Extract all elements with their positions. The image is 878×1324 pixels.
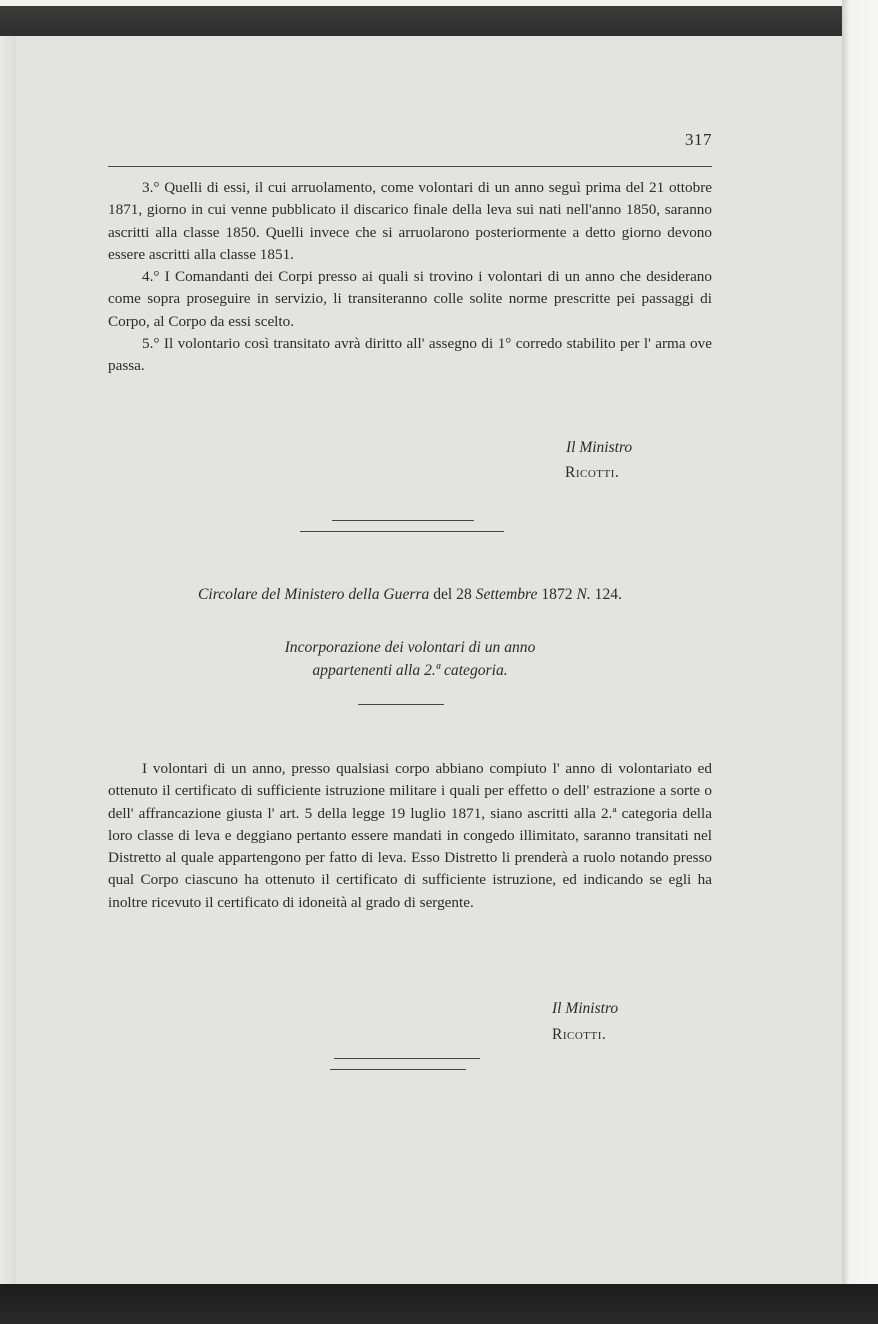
circular-paragraph: I volontari di un anno, presso qualsiasi corpo abbiano compiuto l' anno di volontariato ed ottenuto il certificato di sufficiente istruzione militare i quali per effetto o dell' estrazione a sorte o dell' affrancazione giusta l' art. 5 della legge 19 luglio 1871, siano ascritti alla 2.ª categoria della loro classe di leva e deggiano pertanto essere mandati in congedo illimitato, saranno transitati nel Distretto al quale appartengono per fatto di leva. Esso Distretto li prenderà a ruolo notando presso qual Corpo ciascuno ha ottenuto il certificato di sufficiente istruzione, ed indicando se egli ha inoltre ricevuto il certificato di idoneità al grado di sergente.: [108, 760, 712, 911]
divider-long-2: [330, 1069, 466, 1070]
signature-name-1: Ricotti.: [565, 464, 620, 481]
circular-title-year: 1872: [541, 586, 573, 603]
circular-subject: [108, 636, 712, 682]
signature-title-1: Il Ministro: [566, 439, 633, 456]
section-previous-circular: [108, 177, 712, 378]
circular-number: 124.: [594, 586, 622, 603]
divider-long-1: [300, 531, 504, 532]
circular-title-part: Circolare del Ministero della Guerra: [198, 586, 430, 603]
divider-short-1: [332, 520, 474, 521]
document-page: [16, 36, 842, 1284]
circular-title-part: del 28: [433, 586, 472, 603]
scan-border-right: [842, 0, 878, 1324]
divider-short-2: [334, 1058, 480, 1059]
paragraph-5: 5.° Il volontario così transitato avrà diritto all' assegno di 1° corredo stabilito per l' arma ove passa.: [108, 335, 712, 375]
signature-title-2: Il Ministro: [552, 1000, 619, 1017]
page-number: 317: [685, 130, 712, 149]
subject-line-1: Incorporazione dei volontari di un anno: [284, 639, 536, 656]
subject-line-2: appartenenti alla 2.ª categoria.: [312, 662, 508, 679]
paragraph-3: 3.° Quelli di essi, il cui arruolamento, come volontari di un anno seguì prima del 21 ottobre 1871, giorno in cui venne pubblicato il discarico finale della leva sui nati nell'anno 1850, saranno ascritti alla classe 1850. Quelli invece che si arruolarono posteriormente a detto giorno devono essere ascritti alla classe 1851.: [108, 179, 712, 263]
divider-subject: [358, 704, 444, 705]
circular-title: [108, 586, 712, 604]
header-rule: [108, 166, 712, 167]
scan-border-left: [0, 36, 16, 1286]
paragraph-4: 4.° I Comandanti dei Corpi presso ai quali si trovino i volontari di un anno che desiderano come sopra proseguire in servizio, li transiteranno colle solite norme prescritte pei passaggi di Corpo, al Corpo da essi scelto.: [108, 268, 712, 330]
circular-body: [108, 758, 712, 914]
signature-name-2: Ricotti.: [552, 1026, 607, 1043]
circular-title-n: N.: [576, 586, 591, 603]
circular-title-month: Settembre: [475, 586, 538, 603]
scan-border-top: [0, 0, 878, 36]
scan-border-bottom: [0, 1284, 878, 1324]
